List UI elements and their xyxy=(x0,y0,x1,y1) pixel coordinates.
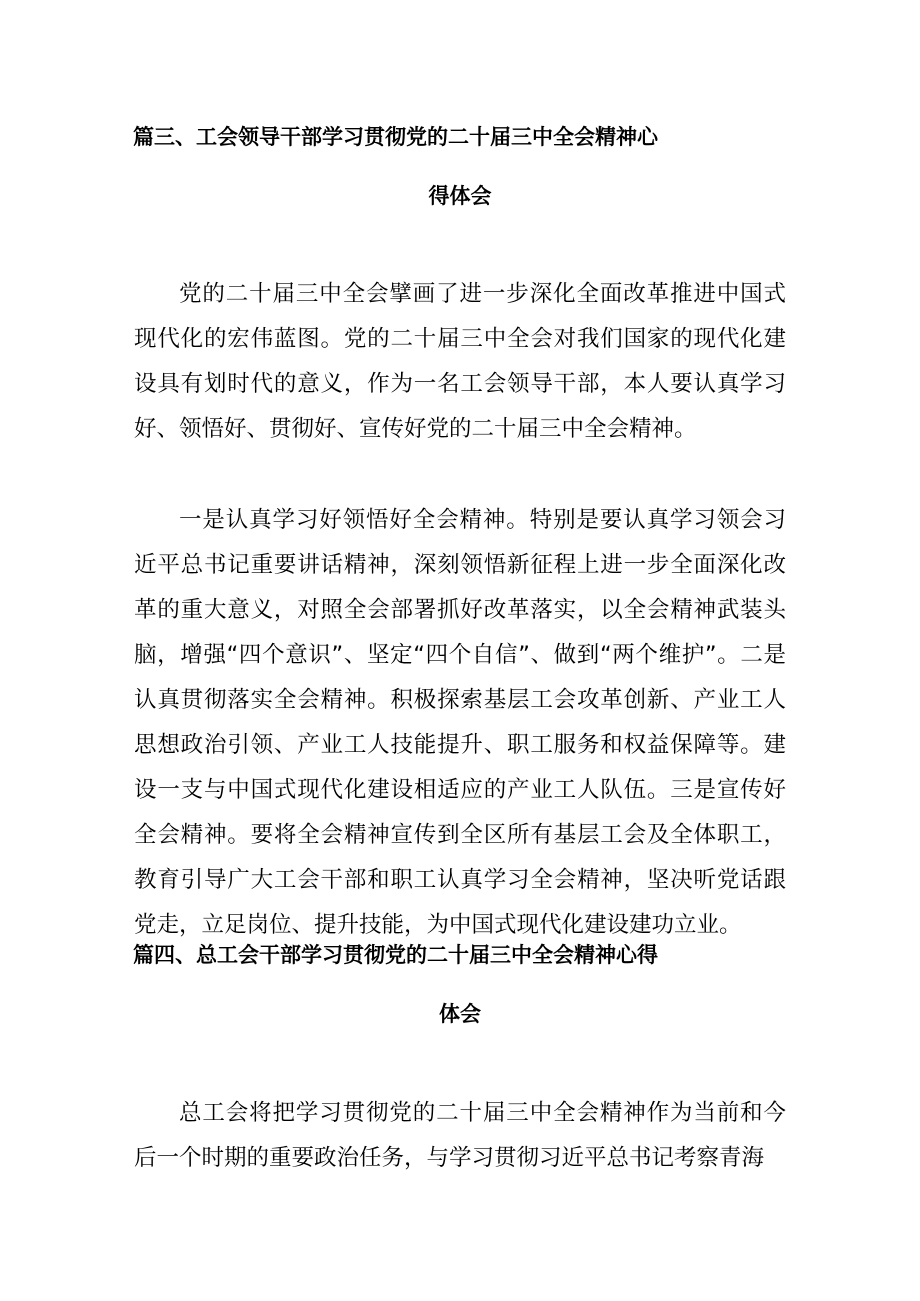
section-4-title-line2: 体会 xyxy=(439,1002,481,1026)
section-3-title-line1: 篇三、工会领导干部学习贯彻党的二十届三中全会精神心 xyxy=(133,125,658,149)
section-4-title-line1: 篇四、总工会干部学习贯彻党的二十届三中全会精神心得 xyxy=(133,943,658,967)
section-3-paragraph-2: 一是认真学习好领悟好全会精神。特别是要认真学习领会习近平总书记重要讲话精神，深刻领悟新征程上进一步全面深化改革的重大意义，对照全会部署抓好改革落实，以全会精神武装头脑，增强“四个意识”、坚定“四个自信”、做到“两个维护”。二是认真贯彻落实全会精神。积极探索基层工会攻革创新、产业工人思想政治引领、产业工人技能提升、职工服务和权益保障等。建设一支与中国式现代化建设相适应的产业工人队伍。三是宣传好全会精神。要将全会精神宣传到全区所有基层工会及全体职工，教育引导广大工会干部和职工认真学习全会精神，坚决听党话跟党走，立足岗位、提升技能，为中国式现代化建设建功立业。 xyxy=(134,507,786,938)
section-3-paragraph-1: 党的二十届三中全会擘画了进一步深化全面改革推进中国式现代化的宏伟蓝图。党的二十届三中全会对我们国家的现代化建设具有划时代的意义，作为一名工会领导干部，本人要认真学习好、领悟好、贯彻好、宣传好党的二十届三中全会精神。 xyxy=(134,281,786,442)
section-4-paragraph-1: 总工会将把学习贯彻党的二十届三中全会精神作为当前和今后一个时期的重要政治任务，与学习贯彻习近平总书记考察青海 xyxy=(134,1100,786,1171)
section-3-title-line2: 得体会 xyxy=(428,184,492,208)
